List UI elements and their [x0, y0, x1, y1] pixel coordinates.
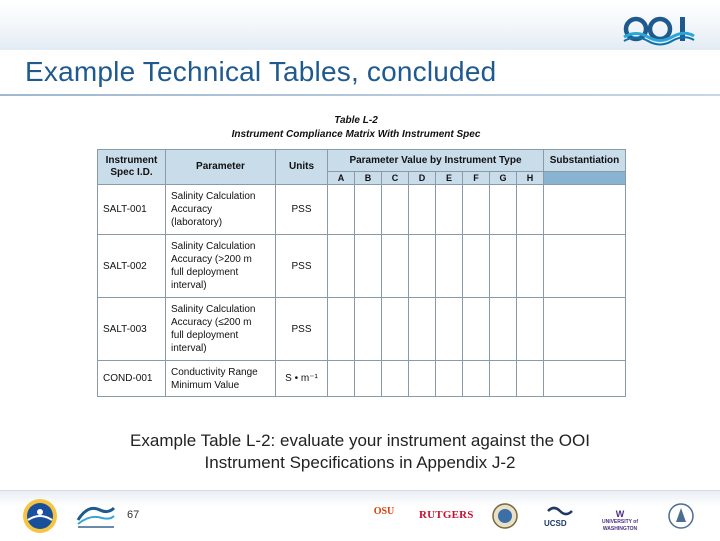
- header-type-a: A: [328, 172, 355, 185]
- uw-logo-line: WASHINGTON: [602, 526, 638, 532]
- value-cell: [517, 298, 544, 361]
- value-cell: [463, 235, 490, 298]
- osu-logo: OSU: [373, 506, 395, 517]
- value-cell: [382, 235, 409, 298]
- row-units: S • m⁻¹: [276, 361, 328, 397]
- value-cell: [328, 185, 355, 235]
- row-units: PSS: [276, 235, 328, 298]
- value-cell: [409, 185, 436, 235]
- parameter-line: full deployment: [171, 267, 239, 278]
- header-type-h: H: [517, 172, 544, 185]
- value-cell: [436, 361, 463, 397]
- row-spec-id: SALT-002: [98, 235, 166, 298]
- value-cell: [382, 298, 409, 361]
- row-spec-id: SALT-001: [98, 185, 166, 235]
- table-row: [98, 235, 626, 298]
- header-type-d: D: [409, 172, 436, 185]
- value-cell: [517, 185, 544, 235]
- uw-logo: [596, 509, 644, 533]
- substantiation-cell: [544, 298, 626, 361]
- value-cell: [463, 361, 490, 397]
- value-cell: [490, 361, 517, 397]
- value-cell: [517, 235, 544, 298]
- table-row: [98, 298, 626, 361]
- row-units: PSS: [276, 298, 328, 361]
- value-cell: [355, 298, 382, 361]
- value-cell: [409, 298, 436, 361]
- nsf-seal-icon: [22, 498, 58, 534]
- value-cell: [355, 185, 382, 235]
- value-cell: [355, 361, 382, 397]
- header-type-c: C: [382, 172, 409, 185]
- uw-logo-line: UNIVERSITY of: [601, 519, 639, 525]
- parameter-line: full deployment: [171, 330, 239, 341]
- value-cell: [436, 235, 463, 298]
- table-row: [98, 361, 626, 397]
- header-spec-id: Instrument Spec I.D.: [98, 150, 166, 185]
- value-cell: [328, 361, 355, 397]
- header-type-g: G: [490, 172, 517, 185]
- caption-line: Instrument Specifications in Appendix J-2: [204, 453, 516, 472]
- parameter-line: Accuracy (≤200 m: [171, 317, 252, 328]
- page-number: 67: [127, 509, 140, 521]
- row-parameter: [166, 185, 276, 235]
- header-substantiation: Substantiation: [544, 150, 626, 172]
- value-cell: [409, 361, 436, 397]
- value-cell: [328, 235, 355, 298]
- header-parameter-value-group: Parameter Value by Instrument Type: [328, 150, 544, 172]
- parameter-line: Salinity Calculation: [171, 191, 256, 202]
- parameter-line: (laboratory): [171, 217, 223, 228]
- header-type-e: E: [436, 172, 463, 185]
- substantiation-cell: [544, 185, 626, 235]
- table-caption-title: Table L-2: [334, 115, 378, 126]
- parameter-line: Accuracy (>200 m: [171, 254, 252, 265]
- ucsd-wave-icon: [546, 503, 574, 517]
- uw-logo-mark: W: [615, 509, 625, 519]
- consortium-wave-icon: [74, 500, 118, 530]
- value-cell: [490, 235, 517, 298]
- row-spec-id: SALT-003: [98, 298, 166, 361]
- header-units: Units: [276, 150, 328, 185]
- parameter-line: Salinity Calculation: [171, 304, 256, 315]
- table-row: [98, 185, 626, 235]
- slide-title: Example Technical Tables, concluded: [25, 56, 497, 87]
- parameter-line: Minimum Value: [171, 379, 240, 391]
- value-cell: [490, 298, 517, 361]
- header-parameter: Parameter: [166, 150, 276, 185]
- header-type-f: F: [463, 172, 490, 185]
- ucsd-logo: UCSD: [544, 519, 567, 528]
- parameter-line: Accuracy: [171, 204, 213, 215]
- value-cell: [382, 185, 409, 235]
- header-band: [0, 0, 720, 50]
- row-parameter: [166, 235, 276, 298]
- row-parameter: [166, 298, 276, 361]
- row-spec-id: COND-001: [98, 361, 166, 397]
- slide-caption: [60, 430, 660, 474]
- value-cell: [382, 361, 409, 397]
- substantiation-cell: [544, 361, 626, 397]
- parameter-line: Salinity Calculation: [171, 241, 256, 252]
- ooi-logo: [622, 10, 698, 50]
- row-parameter: [166, 361, 276, 397]
- title-divider: [0, 94, 720, 96]
- caption-line: Example Table L-2: evaluate your instrument against the OOI: [130, 431, 590, 450]
- substantiation-cell: [544, 235, 626, 298]
- value-cell: [328, 298, 355, 361]
- header-type-b: B: [355, 172, 382, 185]
- value-cell: [463, 185, 490, 235]
- value-cell: [436, 298, 463, 361]
- rutgers-logo: RUTGERS: [419, 509, 474, 521]
- substantiation-subheader: [544, 172, 626, 185]
- value-cell: [409, 235, 436, 298]
- university-seal-icon: [492, 503, 518, 529]
- whoi-seal-icon: [668, 503, 694, 529]
- parameter-line: Conductivity Range: [171, 366, 258, 378]
- compliance-matrix-table: [97, 149, 626, 397]
- value-cell: [436, 185, 463, 235]
- value-cell: [463, 298, 490, 361]
- parameter-line: interval): [171, 343, 207, 354]
- table-caption-subtitle: Instrument Compliance Matrix With Instrument Spec: [231, 129, 481, 140]
- row-units: PSS: [276, 185, 328, 235]
- parameter-line: interval): [171, 280, 207, 291]
- value-cell: [355, 235, 382, 298]
- table-caption: [96, 114, 616, 142]
- value-cell: [490, 185, 517, 235]
- value-cell: [517, 361, 544, 397]
